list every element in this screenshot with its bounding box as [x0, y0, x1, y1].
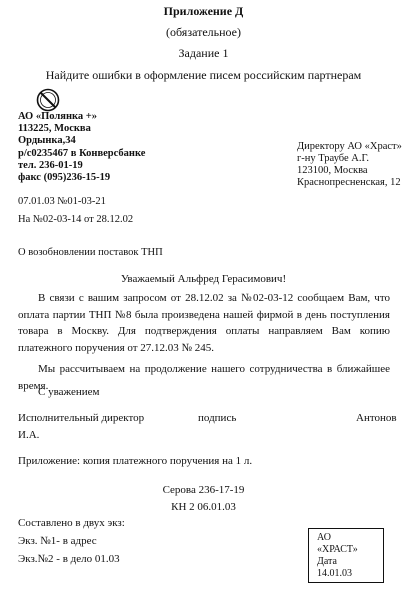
in-reply-reference: На №02-03-14 от 28.12.02 [18, 214, 134, 225]
signer-surname: Антонов [356, 412, 397, 424]
salutation: Уважаемый Альфред Герасимович! [120, 273, 287, 285]
task-instruction: Найдите ошибки в оформление писем российским партнерам [45, 68, 362, 82]
attachment-note: Приложение: копия платежного поручения на 1 л. [18, 455, 253, 467]
sender-company: АО «Полянка +» [18, 111, 98, 122]
task-title: Задание 1 [178, 46, 229, 60]
sender-account: р/с0235467 в Конверсбанке [18, 147, 146, 159]
copy-1: Экз. №1- в адрес [18, 535, 97, 547]
closing-phrase: С уважением [38, 386, 100, 398]
recipient-block [297, 141, 402, 189]
recipient-name: г-ну Траубе А.Г. [297, 153, 370, 164]
copy-2: Экз.№2 - в дело 01.03 [18, 553, 120, 565]
recipient-position: Директору АО «Храст» [297, 141, 402, 152]
signature-placeholder: подпись [198, 412, 237, 424]
letter-subject: О возобновлении поставок ТНП [18, 247, 163, 258]
stamp-line-2: «ХРАСТ» [317, 544, 358, 555]
incoming-stamp [308, 528, 384, 583]
body-paragraph-1-text: В связи с вашим запросом от 28.12.02 за №02-03-12 сообщаем Вам, что оплата партии ТНП №8 была произведена нашей фирмой в день поступления товара в Москву. Для подтверждения оплаты направляем Вам копию платежного поручения от 27.12.03 № 245. [18, 292, 390, 354]
document-index: КН 2 06.01.03 [171, 501, 236, 513]
stamp-line-3: Дата [317, 556, 337, 567]
date-number: 07.01.03 №01-03-21 [18, 196, 106, 207]
executor-name-phone: Серова 236-17-19 [162, 484, 245, 496]
sender-phone: тел. 236-01-19 [18, 159, 83, 171]
recipient-street: Краснопресненская, 12 [297, 177, 401, 188]
sender-block [18, 111, 145, 184]
stamp-line-4: 14.01.03 [317, 568, 352, 579]
signer-initials: И.А. [18, 429, 40, 441]
sender-street: Ордынка,34 [18, 135, 76, 147]
sender-fax: факс (095)236-15-19 [18, 172, 111, 184]
mandatory-label: (обязательное) [166, 25, 241, 39]
recipient-city: 123100, Москва [297, 165, 368, 176]
body-paragraph-1 [18, 290, 390, 356]
copies-title: Составлено в двух экз: [18, 517, 125, 529]
no-sign-logo-icon [36, 88, 60, 112]
body-paragraph-2-text: Мы рассчитываем на продолжение нашего сотрудничества в ближайшее время. [18, 363, 390, 392]
signer-position: Исполнительный директор [18, 412, 145, 424]
stamp-line-1: АО [317, 532, 331, 543]
appendix-title: Приложение Д [163, 4, 244, 18]
sender-city: 113225, Москва [18, 123, 91, 135]
